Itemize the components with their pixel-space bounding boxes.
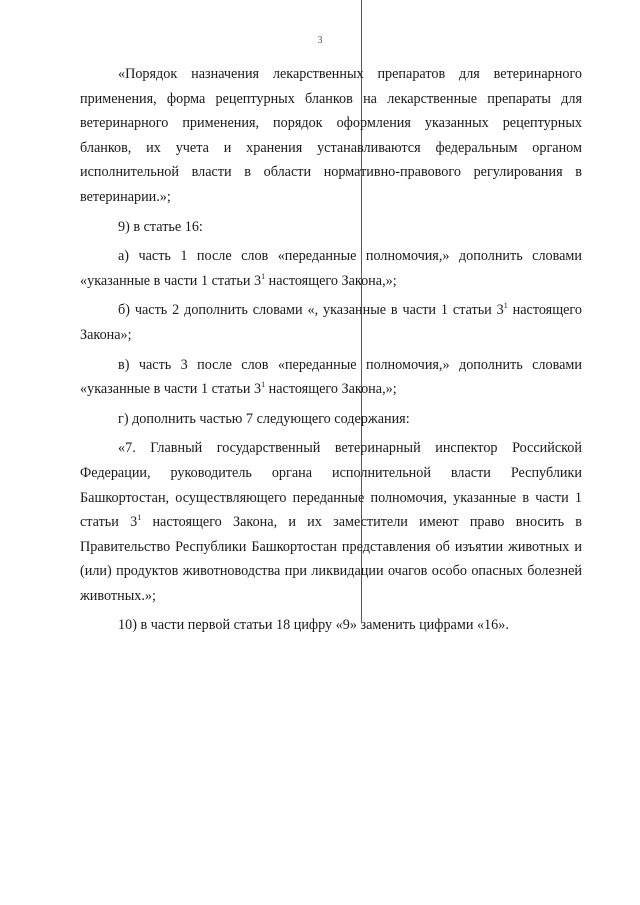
superscript: 1 <box>261 271 266 281</box>
paragraph-item-9 <box>80 215 582 240</box>
paragraph-text: в) часть 3 после слов «переданные полномочия,» дополнить словами «указанные в части 1 статьи 3 <box>80 356 582 398</box>
paragraph-text-cont: настоящего Закона,»; <box>265 272 397 289</box>
paragraph-text: «7. Главный государственный ветеринарный инспектор Российской Федерации, руководитель органа исполнительной власти Республики Башкортостан, осуществляющего переданные полномочия, указанные в части 1 статьи 3 <box>80 440 582 531</box>
superscript: 1 <box>503 301 508 311</box>
paragraph-text-cont: настоящего Закона»; <box>80 302 582 343</box>
paragraph-item-b <box>80 298 582 347</box>
paragraph-text: «Порядок назначения лекарственных препаратов для ветеринарного применения, форма рецептурных бланков на лекарственные препараты для ветеринарного применения, порядок оформления указанных рецептурных бланков, их учета и хранения устанавливаются федеральным органом исполнительной власти в области нормативно-правового регулирования в ветеринарии.»; <box>80 66 582 205</box>
paragraph-item-10 <box>80 613 582 638</box>
page-number: 3 <box>317 35 323 46</box>
paragraph-item-a <box>80 244 582 293</box>
paragraph-text: б) часть 2 дополнить словами «, указанные в части 1 статьи 3 <box>118 302 504 319</box>
paragraph-text-cont: настоящего Закона,»; <box>265 381 397 398</box>
superscript: 1 <box>261 380 266 390</box>
document-body <box>80 62 582 643</box>
paragraph-item-g <box>80 407 582 432</box>
paragraph-text: г) дополнить частью 7 следующего содержания: <box>118 410 410 427</box>
paragraph-text: 9) в статье 16: <box>118 218 203 235</box>
paragraph-text: 10) в части первой статьи 18 цифру «9» заменить цифрами «16». <box>118 617 509 634</box>
paragraph-text: а) часть 1 после слов «переданные полномочия,» дополнить словами «указанные в части 1 статьи 3 <box>80 248 582 289</box>
paragraph-order-of-prescription <box>80 62 582 210</box>
superscript: 1 <box>137 513 142 523</box>
paragraph-item-v <box>80 353 582 402</box>
paragraph-text-cont: настоящего Закона, и их заместители имеют право вносить в Правительство Республики Башкортостан представления об изъятии животных и (или) продуктов животноводства при ликвидации очагов особо опасных болезней животных.»; <box>80 514 582 604</box>
paragraph-part-7 <box>80 436 582 608</box>
